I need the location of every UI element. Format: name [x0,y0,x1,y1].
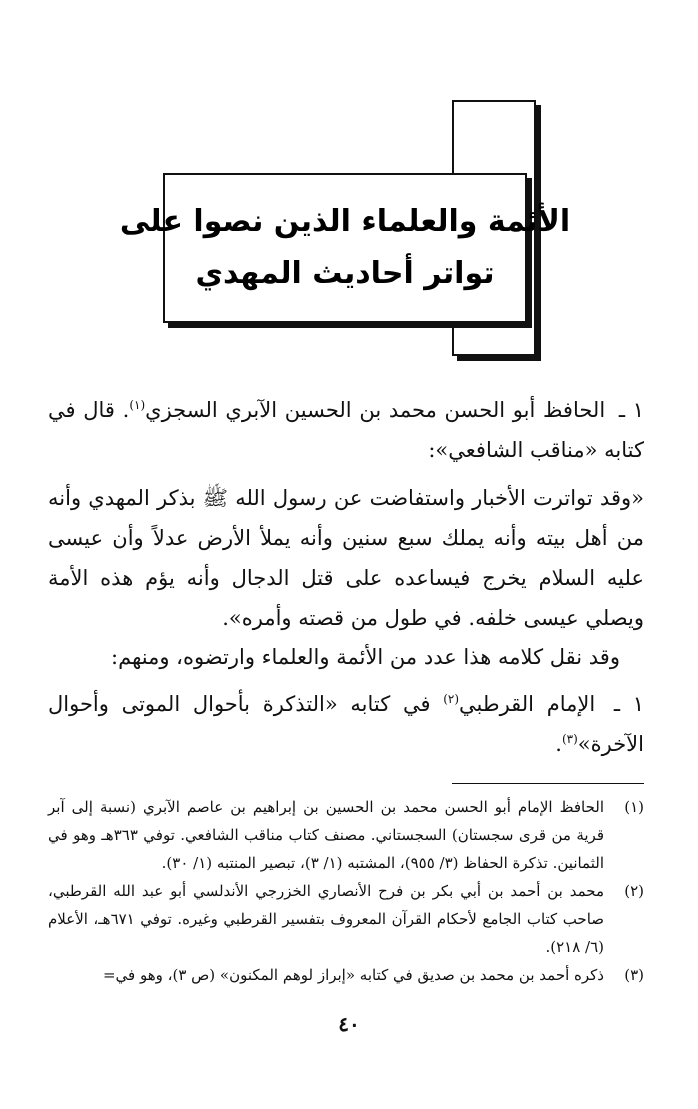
footnote-number: (١) [624,798,644,816]
footnote-number: (٢) [624,882,644,900]
paragraph-1 [48,390,644,470]
footnote-text: ذكره أحمد بن محمد بن صديق في كتابه «إبراز لوهم المكنون» (ص ٣)، وهو في= [102,966,604,984]
chapter-title-line-1: الأئمة والعلماء الذين نصوا على [119,204,571,239]
footnote-ref-1: (١) [129,398,146,412]
paragraph-4 [48,684,644,764]
footnote [48,877,644,961]
footnote [48,793,644,877]
item-number: ١ ـ [613,692,644,716]
item-number: ١ ـ [618,398,645,422]
footnote-text: محمد بن أحمد بن أبي بكر بن فرح الأنصاري الخزرجي الأندلسي أبو عبد الله القرطبي، صاحب كتاب الجامع لأحكام القرآن المعروف بتفسير القرطبي وغيره. توفي ٦٧١هـ، الأعلام (٦/ ٢١٨). [48,882,605,956]
page-number: ٤٠ [338,1012,360,1036]
footnote-text: الحافظ الإمام أبو الحسن محمد بن الحسين بن إبراهيم بن عاصم الآبري (نسبة إلى آبر قرية من قرى سجستان) السجستاني. مصنف كتاب مناقب الشافعي. توفي ٣٦٣هـ وهو في الثمانين. تذكرة الحفاظ (٣/ ٩٥٥)، المشتبه (١/ ٣)، تبصير المنتبه (١/ ٣٠). [48,798,604,872]
footnote-number: (٣) [624,966,644,984]
chapter-title-line-2: تواتر أحاديث المهدي [195,256,495,291]
paragraph-3: وقد نقل كلامه هذا عدد من الأئمة والعلماء وارتضوه، ومنهم: [111,645,620,669]
chapter-title-box [119,173,571,323]
footnotes [48,793,644,989]
quote-paragraph: «وقد تواترت الأخبار واستفاضت عن رسول الله ﷺ بذكر المهدي وأنه من أهل بيته وأنه يملك سبع سنين وأنه يملأ الأرض عدلاً وأن عيسى عليه السلام يخرج فيساعده على قتل الدجال وأنه يؤم هذه الأمة ويصلي عيسى خلفه. في طول من قصته وأمره». [48,486,644,630]
footnote-separator [452,783,644,784]
footnote-ref-3: (٣) [561,732,578,746]
paragraph-4-after: . [555,732,562,756]
paragraph-1-text: الحافظ أبو الحسن محمد بن الحسين الآبري السجزي [145,398,606,422]
paragraph-4-text-2: في كتابه «التذكرة بأحوال الموتى وأحوال الآخرة» [48,692,644,756]
footnote [48,961,644,989]
footnote-ref-2: (٢) [443,692,460,706]
paragraph-4-text-1: الإمام القرطبي [459,692,596,716]
paragraph-1-after: . قال في كتابه «مناقب الشافعي»: [48,398,644,462]
